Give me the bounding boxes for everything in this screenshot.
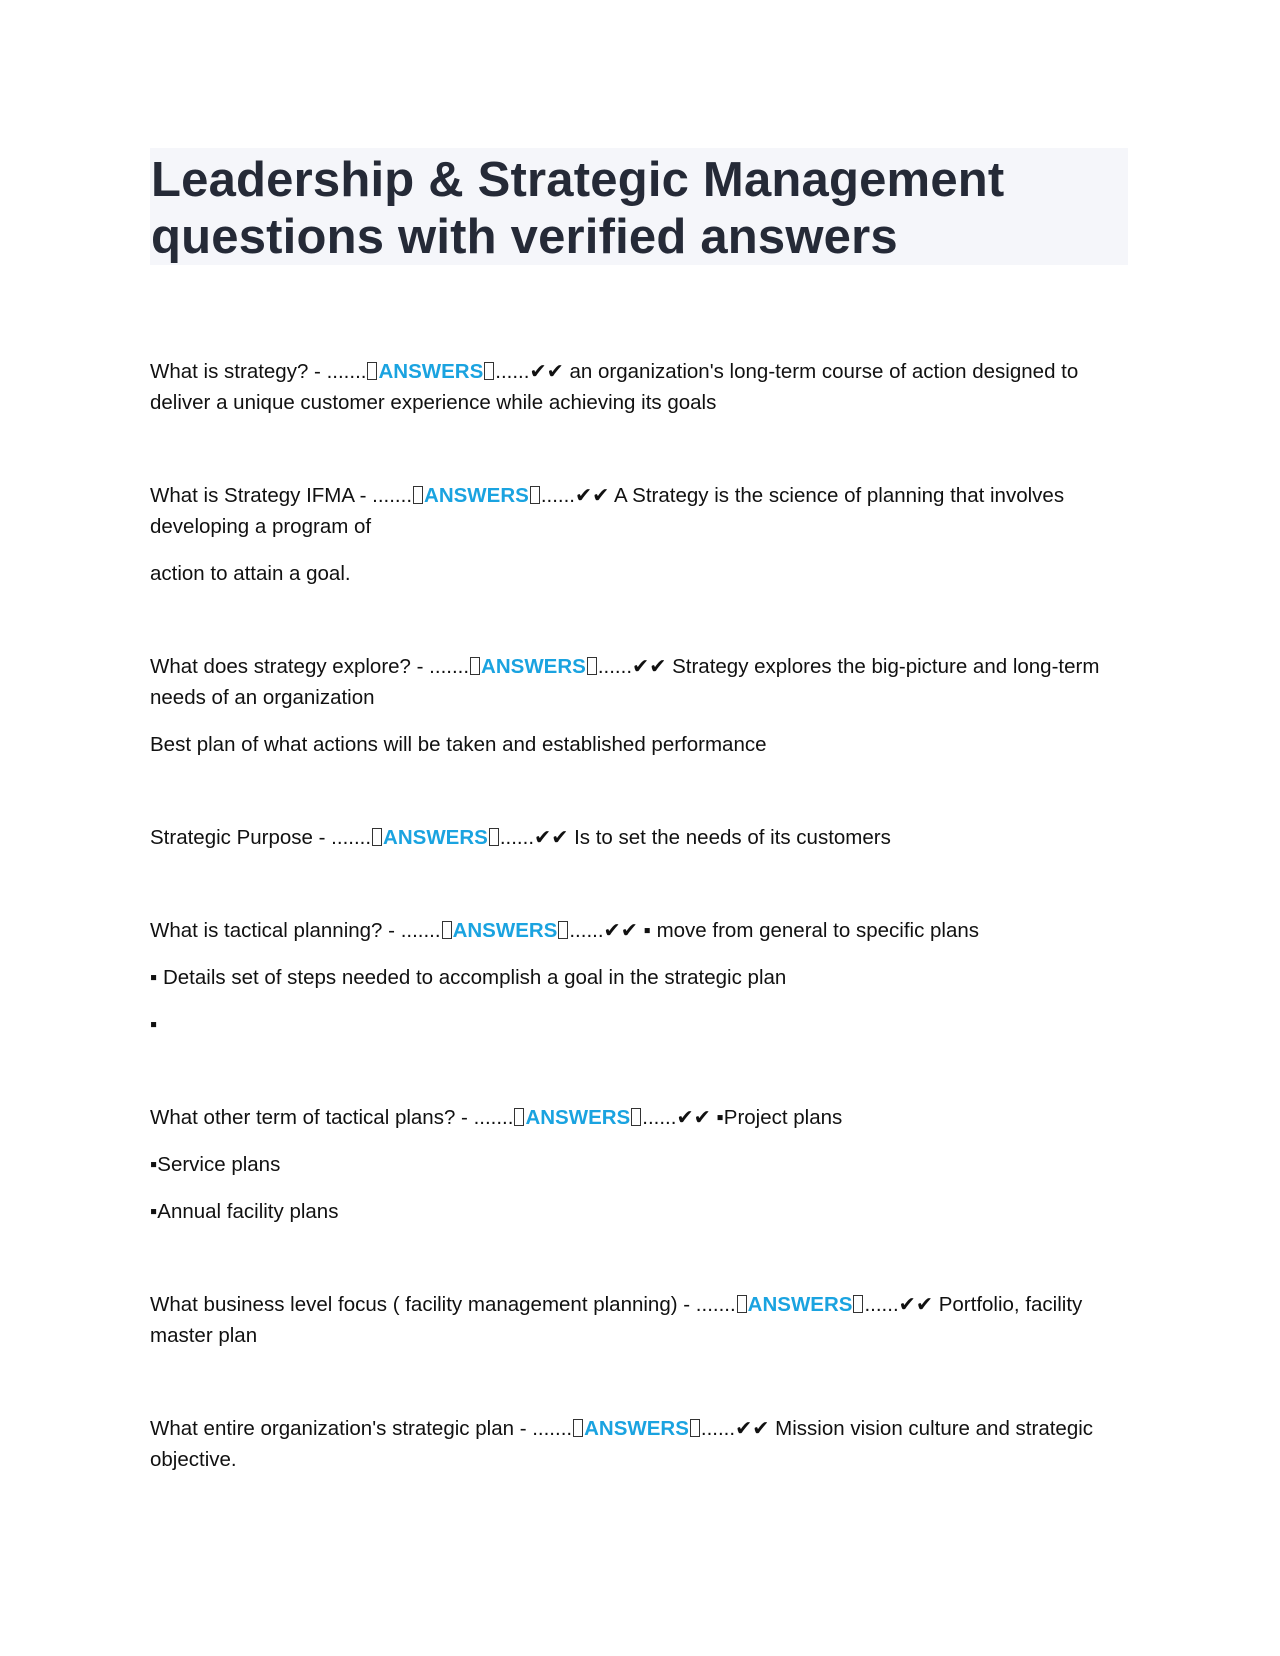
- missing-glyph-icon: [631, 1108, 641, 1126]
- document-title: [151, 152, 1128, 266]
- leading-dots: .......: [400, 919, 441, 942]
- missing-glyph-icon: [853, 1295, 863, 1313]
- leading-dots: .......: [429, 655, 470, 678]
- answer-text: Portfolio, facility master plan: [150, 1293, 1083, 1347]
- question-text: What other term of tactical plans? -: [150, 1106, 474, 1129]
- check-marks-icon: ✔✔: [676, 1106, 711, 1129]
- check-marks-icon: ✔✔: [603, 919, 638, 942]
- answers-label: ANSWERS: [378, 360, 484, 383]
- missing-glyph-icon: [470, 657, 480, 675]
- answer-text: ▪Service plans: [150, 1153, 281, 1176]
- answer-text: ▪ move from general to specific plans: [643, 919, 980, 942]
- leading-dots: .......: [372, 484, 413, 507]
- qa-item: [150, 651, 1130, 760]
- missing-glyph-icon: [372, 828, 382, 846]
- title-line-1: Leadership & Strategic Management: [151, 153, 1005, 207]
- title-block: [150, 148, 1128, 265]
- question-text: What is tactical planning? -: [150, 919, 401, 942]
- qa-first-paragraph: [150, 356, 1130, 418]
- answer-text: Is to set the needs of its customers: [574, 826, 891, 849]
- leading-dots: .......: [326, 360, 367, 383]
- qa-item: [150, 1289, 1130, 1351]
- question-text: What entire organization's strategic plan -: [150, 1417, 533, 1440]
- check-marks-icon: ✔✔: [575, 484, 610, 507]
- answer-text: ▪: [150, 1013, 158, 1036]
- answers-label: ANSWERS: [747, 1293, 853, 1316]
- answer-text: ▪Annual facility plans: [150, 1200, 339, 1223]
- trailing-dots: ......: [499, 826, 535, 849]
- qa-item: [150, 1413, 1130, 1475]
- answer-text: an organization's long-term course of action designed to deliver a unique customer experience while achieving its goals: [150, 360, 1079, 414]
- missing-glyph-icon: [413, 486, 423, 504]
- qa-first-paragraph: [150, 1413, 1130, 1475]
- answers-label: ANSWERS: [481, 655, 586, 678]
- answer-text: Mission vision culture and strategic objective.: [150, 1417, 1094, 1471]
- answers-label: ANSWERS: [584, 1417, 689, 1440]
- answers-label: ANSWERS: [452, 919, 558, 942]
- check-marks-icon: ✔✔: [529, 360, 564, 383]
- check-marks-icon: ✔✔: [735, 1417, 770, 1440]
- qa-answer-continuation: [150, 1009, 1130, 1040]
- question-text: What does strategy explore? -: [150, 655, 430, 678]
- leading-dots: .......: [473, 1106, 514, 1129]
- qa-answer-continuation: [150, 729, 1130, 760]
- missing-glyph-icon: [558, 921, 568, 939]
- qa-item: [150, 1102, 1130, 1227]
- missing-glyph-icon: [587, 657, 597, 675]
- check-marks-icon: ✔✔: [632, 655, 667, 678]
- qa-first-paragraph: [150, 1102, 1130, 1133]
- missing-glyph-icon: [690, 1419, 700, 1437]
- qa-list: [150, 356, 1130, 1537]
- qa-first-paragraph: [150, 651, 1130, 713]
- qa-answer-continuation: [150, 558, 1130, 589]
- qa-first-paragraph: [150, 915, 1130, 946]
- missing-glyph-icon: [514, 1108, 524, 1126]
- answer-text: A Strategy is the science of planning that involves developing a program of: [150, 484, 1065, 538]
- trailing-dots: ......: [864, 1293, 899, 1316]
- leading-dots: .......: [532, 1417, 573, 1440]
- answer-text: ▪ Details set of steps needed to accomplish a goal in the strategic plan: [150, 966, 787, 989]
- answer-text: Best plan of what actions will be taken and established performance: [150, 733, 767, 756]
- trailing-dots: ......: [569, 919, 604, 942]
- answers-label: ANSWERS: [525, 1106, 631, 1129]
- answer-text: action to attain a goal.: [150, 562, 351, 585]
- answers-label: ANSWERS: [383, 826, 488, 849]
- missing-glyph-icon: [530, 486, 540, 504]
- question-text: What business level focus ( facility management planning) -: [150, 1293, 696, 1316]
- title-line-2: questions with verified answers: [151, 210, 898, 264]
- qa-answer-continuation: [150, 1149, 1130, 1180]
- qa-item: [150, 480, 1130, 589]
- answer-text: ▪Project plans: [716, 1106, 843, 1129]
- missing-glyph-icon: [573, 1419, 583, 1437]
- answers-label: ANSWERS: [424, 484, 529, 507]
- trailing-dots: ......: [540, 484, 575, 507]
- qa-first-paragraph: [150, 480, 1130, 542]
- qa-item: [150, 356, 1130, 418]
- leading-dots: .......: [331, 826, 372, 849]
- qa-answer-continuation: [150, 1196, 1130, 1227]
- question-text: What is strategy? -: [150, 360, 327, 383]
- missing-glyph-icon: [484, 362, 494, 380]
- qa-first-paragraph: [150, 1289, 1130, 1351]
- check-marks-icon: ✔✔: [534, 826, 569, 849]
- qa-item: [150, 915, 1130, 1040]
- leading-dots: .......: [695, 1293, 736, 1316]
- trailing-dots: ......: [642, 1106, 677, 1129]
- qa-first-paragraph: [150, 822, 1130, 853]
- trailing-dots: ......: [597, 655, 633, 678]
- missing-glyph-icon: [737, 1295, 747, 1313]
- missing-glyph-icon: [367, 362, 377, 380]
- qa-answer-continuation: [150, 962, 1130, 993]
- question-text: Strategic Purpose -: [150, 826, 332, 849]
- question-text: What is Strategy IFMA -: [150, 484, 373, 507]
- missing-glyph-icon: [489, 828, 499, 846]
- trailing-dots: ......: [700, 1417, 736, 1440]
- check-marks-icon: ✔✔: [898, 1293, 934, 1316]
- answer-text: Strategy explores the big-picture and long-term needs of an organization: [150, 655, 1100, 709]
- trailing-dots: ......: [495, 360, 530, 383]
- qa-item: [150, 822, 1130, 853]
- missing-glyph-icon: [442, 921, 452, 939]
